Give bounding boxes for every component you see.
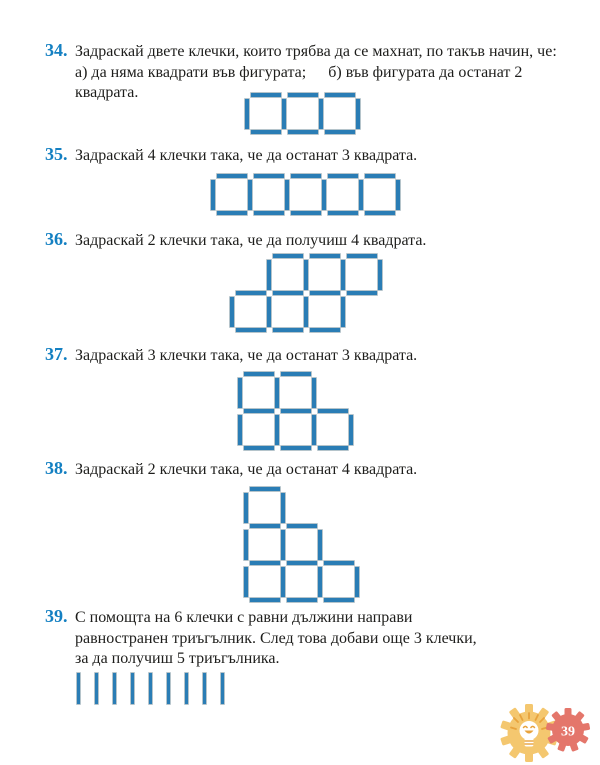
matchstick: [303, 296, 309, 328]
matchstick: [355, 98, 361, 130]
problem-39: [45, 608, 565, 670]
matchstick: [303, 259, 309, 291]
matchstick: [112, 672, 117, 705]
matchstick: [280, 529, 286, 561]
matchstick: [253, 173, 285, 179]
problem-35-text: Задраскай 4 клечки така, че да останат 3 квадрата.: [75, 147, 418, 164]
matchstick: [237, 377, 243, 409]
matchstick: [202, 672, 207, 705]
matchstick: [210, 179, 216, 211]
matchstick: [166, 672, 171, 705]
matchstick: [290, 210, 322, 216]
matchstick: [280, 566, 286, 598]
matchstick: [253, 210, 285, 216]
matchstick: [281, 98, 287, 130]
matchstick: [311, 377, 317, 409]
matchstick: [249, 597, 281, 603]
matchstick: [94, 672, 99, 705]
matchstick: [280, 445, 312, 451]
matchstick: [317, 529, 323, 561]
matchstick: [247, 179, 253, 211]
matchstick: [340, 296, 346, 328]
matchstick: [309, 290, 341, 296]
matchstick: [237, 414, 243, 446]
matchstick: [250, 92, 282, 98]
footer-decoration: [498, 700, 598, 765]
matchstick: [220, 672, 225, 705]
matchstick: [311, 414, 317, 446]
matchstick: [324, 129, 356, 135]
matchstick: [272, 327, 304, 333]
matchstick: [317, 566, 323, 598]
matchstick: [249, 560, 281, 566]
page-number-gear-icon: [544, 706, 592, 754]
problem-37: [45, 346, 565, 367]
matchstick: [243, 492, 249, 524]
matchstick: [235, 327, 267, 333]
page-number: 39: [561, 724, 575, 740]
matchstick: [323, 560, 355, 566]
problem-34-number: 34.: [45, 40, 68, 60]
matchstick: [249, 523, 281, 529]
matchstick: [216, 210, 248, 216]
matchstick: [317, 408, 349, 414]
problem-39-text-line2: равностранен триъгълник. След това добави още 3 клечки,: [75, 629, 477, 647]
matchstick: [243, 371, 275, 377]
problem-37-text: Задраскай 3 клечки така, че да останат 3 квадрата.: [75, 347, 418, 364]
matchstick: [280, 371, 312, 377]
matchstick: [323, 597, 355, 603]
matchstick: [266, 296, 272, 328]
matchstick: [243, 566, 249, 598]
matchstick: [348, 414, 354, 446]
problem-39-text-line1: С помощта на 6 клечки с равни дължини направи: [75, 609, 413, 626]
matchstick: [324, 92, 356, 98]
matchstick: [274, 377, 280, 409]
matchstick: [321, 179, 327, 211]
matchstick: [286, 560, 318, 566]
matchstick: [309, 253, 341, 259]
matchstick: [309, 327, 341, 333]
problem-34-subtask-b: б) във фигурата да останат 2 квадрата.: [75, 63, 523, 101]
matchstick: [286, 523, 318, 529]
matchstick: [377, 259, 383, 291]
matchstick: [280, 492, 286, 524]
matchstick: [280, 408, 312, 414]
matchstick: [249, 486, 281, 492]
matchstick: [358, 179, 364, 211]
problem-39-text-line3: за да получиш 5 триъгълника.: [75, 650, 280, 667]
matchstick-row-39: [76, 672, 225, 705]
problem-38-number: 38.: [45, 458, 68, 478]
matchstick: [148, 672, 153, 705]
matchstick: [284, 179, 290, 211]
matchstick: [243, 529, 249, 561]
matchstick: [286, 597, 318, 603]
problem-36-number: 36.: [45, 229, 68, 249]
matchstick: [364, 210, 396, 216]
matchstick: [244, 98, 250, 130]
matchstick: [395, 179, 401, 211]
problem-36-text: Задраскай 2 клечки така, че да получиш 4 квадрата.: [75, 232, 427, 249]
problem-38-text: Задраскай 2 клечки така, че да останат 4 квадрата.: [75, 461, 418, 478]
problem-37-number: 37.: [45, 344, 68, 364]
matchstick: [130, 672, 135, 705]
matchstick: [243, 408, 275, 414]
matchstick: [346, 290, 378, 296]
matchstick: [272, 253, 304, 259]
matchstick: [184, 672, 189, 705]
problem-36: [45, 231, 565, 252]
matchstick: [318, 98, 324, 130]
matchstick: [272, 290, 304, 296]
matchstick: [274, 414, 280, 446]
matchstick: [290, 173, 322, 179]
matchstick: [354, 566, 360, 598]
matchstick: [317, 445, 349, 451]
matchstick: [235, 290, 267, 296]
matchstick: [346, 253, 378, 259]
matchstick: [340, 259, 346, 291]
matchstick: [287, 92, 319, 98]
matchstick: [287, 129, 319, 135]
matchstick: [76, 672, 81, 705]
matchstick: [216, 173, 248, 179]
problem-38: [45, 460, 565, 481]
matchstick: [327, 210, 359, 216]
problem-34-text: Задраскай двете клечки, които трябва да се махнат, по такъв начин, че:: [75, 43, 557, 60]
matchstick: [364, 173, 396, 179]
problem-34-subtask-a: а) да няма квадрати във фигурата;: [75, 63, 307, 81]
problem-35: [45, 146, 565, 167]
matchstick: [250, 129, 282, 135]
problem-35-number: 35.: [45, 144, 68, 164]
matchstick: [266, 259, 272, 291]
matchstick: [327, 173, 359, 179]
matchstick: [243, 445, 275, 451]
matchstick: [229, 296, 235, 328]
problem-39-number: 39.: [45, 606, 68, 626]
